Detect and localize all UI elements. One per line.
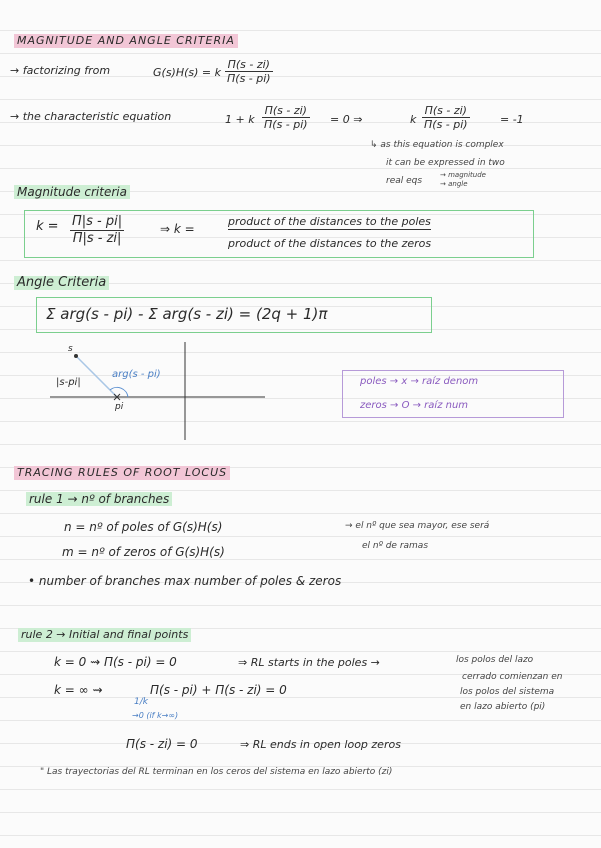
rule1-title: rule 1 → nº of branches <box>26 492 172 506</box>
point-s <box>74 354 78 358</box>
rule1-note-1: → el nº que sea mayor, ese será <box>345 521 490 531</box>
k-arrow: ⇒ k = <box>160 222 195 236</box>
rule1-m: m = nº of zeros of G(s)H(s) <box>62 545 225 559</box>
k-fraction <box>70 214 124 247</box>
char-eq-rhs: = 0 ⇒ <box>330 113 363 126</box>
rule1-n: n = nº of poles of G(s)H(s) <box>64 520 223 534</box>
distance-line <box>76 356 117 397</box>
label-arg: arg(s - pi) <box>112 369 161 380</box>
label-distance: |s-pi| <box>56 377 81 388</box>
gh-numerator: Π(s - zi) <box>225 58 273 72</box>
rule2-title: rule 2 → Initial and final points <box>18 628 191 642</box>
note-line-1: ↳ as this equation is complex <box>370 140 504 150</box>
note-magnitude: → magnitude <box>440 171 486 179</box>
section-title-criteria: MAGNITUDE AND ANGLE CRITERIA <box>14 34 238 48</box>
rule2-zi: Π(s - zi) = 0 <box>126 737 198 751</box>
rule2-es-2: cerrado comienzan en <box>462 672 563 682</box>
gh-denominator: Π(s - pi) <box>227 72 271 85</box>
final-note: " Las trayectorias del RL terminan en los ceros del sistema en lazo abierto (zi) <box>40 767 393 777</box>
rule2-k0: k = 0 ⇝ Π(s - pi) = 0 <box>54 655 177 669</box>
gh-expression: G(s)H(s) = k <box>153 66 222 79</box>
char-eq-numerator: Π(s - zi) <box>262 104 310 118</box>
rule2-zi-result: ⇒ RL ends in open loop zeros <box>240 738 401 751</box>
label-s: s <box>68 344 73 354</box>
char-eq-denominator: Π(s - pi) <box>264 118 308 131</box>
rule2-kinf-rhs: Π(s - pi) + Π(s - zi) = 0 <box>150 683 287 697</box>
char-eq2-lhs: k <box>410 113 417 126</box>
char-eq2-fraction <box>422 104 470 131</box>
rule2-es-3: los polos del sistema <box>460 687 555 697</box>
rule2-es-4: en lazo abierto (pi) <box>460 702 546 712</box>
note-line-3: real eqs <box>386 176 423 186</box>
angle-sketch <box>40 340 280 445</box>
rule2-kinf-note: →0 (if k→∞) <box>132 711 179 720</box>
rule2-kinf-k: 1/k <box>134 697 148 707</box>
note-line-2: it can be expressed in two <box>386 158 505 168</box>
k-denominator: Π|s - zi| <box>72 231 122 246</box>
char-eq-label: → the characteristic equation <box>10 110 172 123</box>
char-eq2-denominator: Π(s - pi) <box>424 118 468 131</box>
factorizing-label: → factorizing from <box>10 64 111 77</box>
char-eq2-numerator: Π(s - zi) <box>422 104 470 118</box>
char-eq2-rhs: = -1 <box>500 113 524 126</box>
k-lhs: k = <box>36 219 59 234</box>
angle-formula: Σ arg(s - pi) - Σ arg(s - zi) = (2q + 1)π <box>46 305 328 323</box>
note-angle: → angle <box>440 180 468 188</box>
legend-poles: poles → x → raíz denom <box>360 376 479 387</box>
section-title-magnitude: Magnitude criteria <box>14 185 130 199</box>
rule1-bullet: • number of branches max number of poles & zeros <box>28 574 342 588</box>
rule2-kinf-lhs: k = ∞ ⇝ <box>54 683 103 697</box>
char-eq-lhs: 1 + k <box>225 113 255 126</box>
rule1-note-2: el nº de ramas <box>362 541 429 551</box>
label-pi: pi <box>115 402 124 412</box>
legend-zeros: zeros → O → raíz num <box>360 400 469 411</box>
rule2-es-1: los polos del lazo <box>456 655 534 665</box>
mag-line-poles: product of the distances to the poles <box>228 215 431 228</box>
mag-line-zeros: product of the distances to the zeros <box>228 237 432 250</box>
gh-fraction <box>225 58 273 85</box>
rule2-k0-result: ⇒ RL starts in the poles → <box>238 656 380 669</box>
section-title-tracing: TRACING RULES OF ROOT LOCUS <box>14 466 230 480</box>
k-numerator: Π|s - pi| <box>72 214 123 229</box>
char-eq-fraction <box>262 104 310 131</box>
section-title-angle: Angle Criteria <box>14 276 109 290</box>
